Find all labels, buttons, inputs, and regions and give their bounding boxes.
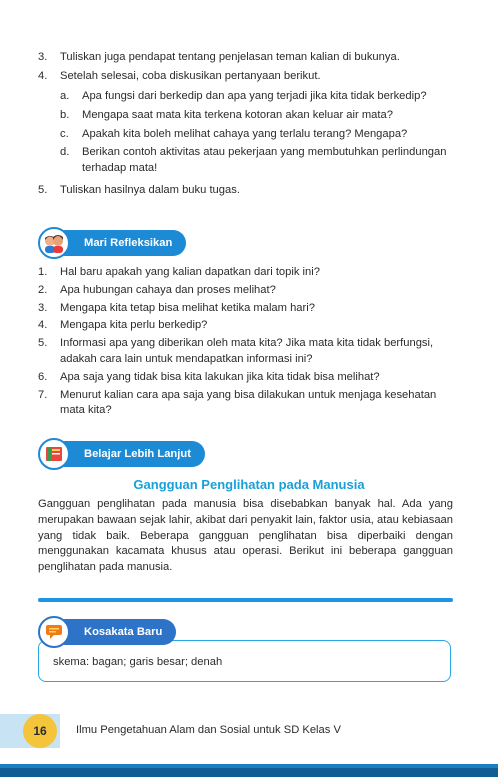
vocabulary-box <box>38 640 451 682</box>
page-number: 16 <box>23 714 57 748</box>
list-item: 3. Tuliskan juga pendapat tentang penjelasan teman kalian di bukunya. <box>38 51 400 63</box>
list-item: a. Apa fungsi dari berkedip dan apa yang terjadi jika kita tidak berkedip? <box>60 90 427 102</box>
section-badge-label: Mari Refleksikan <box>52 230 186 256</box>
body-paragraph: Gangguan penglihatan pada manusia bisa disebabkan banyak hal. Ada yang merupakan bawaan sejak lahir, akibat dari penyakit lain, faktor usia, atau kebiasaan yang tidak baik. Beberapa gangguan penglihatan bisa diperbaiki dengan menggunakan kacamata khusus atau operasi. Berikut ini beberapa gangguan penglihatan pada manusia. <box>38 498 453 574</box>
reflection-questions <box>0 265 498 419</box>
list-item: c. Apakah kita boleh melihat cahaya yang terlalu terang? Mengapa? <box>60 127 408 140</box>
speech-bubble-icon <box>38 616 70 648</box>
discussion-questions <box>0 89 498 177</box>
children-icon <box>38 227 70 259</box>
list-item: 7. Menurut kalian cara apa saja yang bisa dilakukan untuk menjaga kesehatan mata kita? <box>38 388 437 417</box>
activity-steps-end <box>0 183 498 199</box>
bottom-bar-dark <box>0 768 498 777</box>
activity-steps <box>0 50 498 85</box>
list-item: 4. Mengapa kita perlu berkedip? <box>38 319 208 332</box>
list-item: 5. Tuliskan hasilnya dalam buku tugas. <box>38 184 240 196</box>
list-item: 2. Apa hubungan cahaya dan proses melihat? <box>38 283 276 296</box>
list-item: 3. Mengapa kita tetap bisa melihat ketika malam hari? <box>38 301 315 314</box>
section-heading: Gangguan Penglihatan pada Manusia <box>133 477 365 492</box>
list-item: 1. Hal baru apakah yang kalian dapatkan dari topik ini? <box>38 266 320 278</box>
list-item: 4. Setelah selesai, coba diskusikan pertanyaan berikut. <box>38 69 321 82</box>
list-item: b. Mengapa saat mata kita terkena kotoran akan keluar air mata? <box>60 108 393 121</box>
section-badge-label: Belajar Lebih Lanjut <box>52 441 205 467</box>
section-badge-label: Kosakata Baru <box>52 619 176 645</box>
book-icon <box>38 438 70 470</box>
vocabulary-text: skema: bagan; garis besar; denah <box>53 656 223 668</box>
section-divider <box>38 598 453 602</box>
list-item: 5. Informasi apa yang diberikan oleh mata kita? Jika mata kita tidak berfungsi, adakah cara lain untuk mendapatkan informasi ini? <box>38 337 434 365</box>
list-item: 6. Apa saja yang tidak bisa kita lakukan jika kita tidak bisa melihat? <box>38 370 380 383</box>
book-title: Ilmu Pengetahuan Alam dan Sosial untuk SD Kelas V <box>76 724 341 736</box>
list-item: d. Berikan contoh aktivitas atau pekerjaan yang membutuhkan perlindungan terhadap mata! <box>60 146 447 175</box>
